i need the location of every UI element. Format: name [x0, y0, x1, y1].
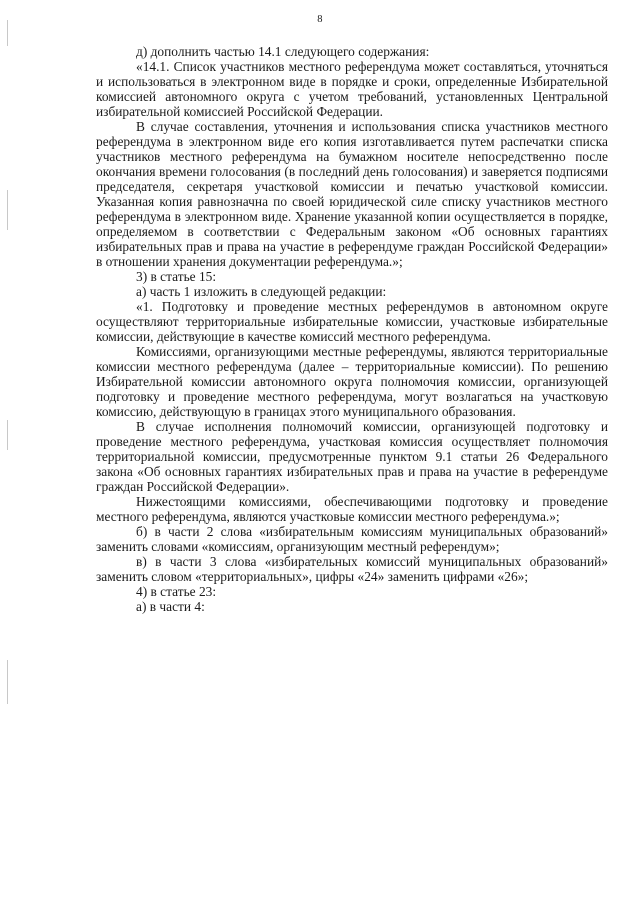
paragraph-commissions: Комиссиями, организующими местные референдумы, являются территориальные комиссии местного референдума (далее – территориальные комиссии). По решению Избирательной комиссии автономного округа полномочия комиссии, организующей подготовку и проведение местного референдума, могут возлагаться на участковую комиссию, действующую в границах этого муниципального образования.: [96, 344, 608, 419]
paragraph-subordinate: Нижестоящими комиссиями, обеспечивающими подготовку и проведение местного референдума, являются участковые комиссии местного референдума.»;: [96, 494, 608, 524]
scan-edge-mark: [7, 660, 8, 704]
paragraph-electronic-copy: В случае составления, уточнения и использования списка участников местного референдума в электронном виде его копия изготавливается путем распечатки списка участников местного референдума на бумажном носителе непосредственно после окончания времени голосования (в последний день голосования) и заверяется подписями председателя, секретаря участковой комиссии и печатью участковой комиссии. Указанная копия равнозначна по своей юридической силе списку участников местного референдума в электронном виде. Хранение указанной копии осуществляется в порядке, определяемом в соответствии с Федеральным законом «Об основных гарантиях избирательных прав и права на участие в референдуме граждан Российской Федерации» в отношении хранения документации референдума.»;: [96, 119, 608, 269]
page-number: 8: [317, 14, 323, 25]
paragraph-14-1: «14.1. Список участников местного референдума может составляться, уточняться и использоваться в электронном виде в порядке и сроки, определенные Избирательной комиссией автономного округа с учетом требований, установленных Центральной избирательной комиссией Российской Федерации.: [96, 59, 608, 119]
paragraph-precinct-powers: В случае исполнения полномочий комиссии, организующей подготовку и проведение местного референдума, участковая комиссия осуществляет полномочия территориальной комиссии, предусмотренные пунктом 9.1 статьи 26 Федерального закона «Об основных гарантиях избирательных прав и права на участие в референдуме граждан Российской Федерации».: [96, 419, 608, 494]
paragraph-item-3b: б) в части 2 слова «избирательным комиссиям муниципальных образований» заменить словами «комиссиям, организующим местный референдум»;: [96, 524, 608, 554]
paragraph-d: д) дополнить частью 14.1 следующего содержания:: [136, 44, 430, 59]
paragraph-item-4a: а) в части 4:: [136, 599, 205, 614]
paragraph-item-3v: в) в части 3 слова «избирательных комиссий муниципальных образований» заменить словом «территориальных», цифры «24» заменить цифрами «26»;: [96, 554, 608, 584]
paragraph-item-3a: а) часть 1 изложить в следующей редакции:: [136, 284, 387, 299]
scan-edge-mark: [7, 190, 8, 230]
paragraph-part-1: «1. Подготовку и проведение местных референдумов в автономном округе осуществляют территориальные избирательные комиссии, участковые избирательные комиссии, действующие в качестве комиссий местного референдума.: [96, 299, 608, 344]
paragraph-item-4: 4) в статье 23:: [136, 584, 217, 599]
document-body: [96, 44, 608, 614]
scan-edge-mark: [7, 420, 8, 450]
scan-edge-mark: [7, 20, 8, 46]
paragraph-item-3: 3) в статье 15:: [136, 269, 217, 284]
